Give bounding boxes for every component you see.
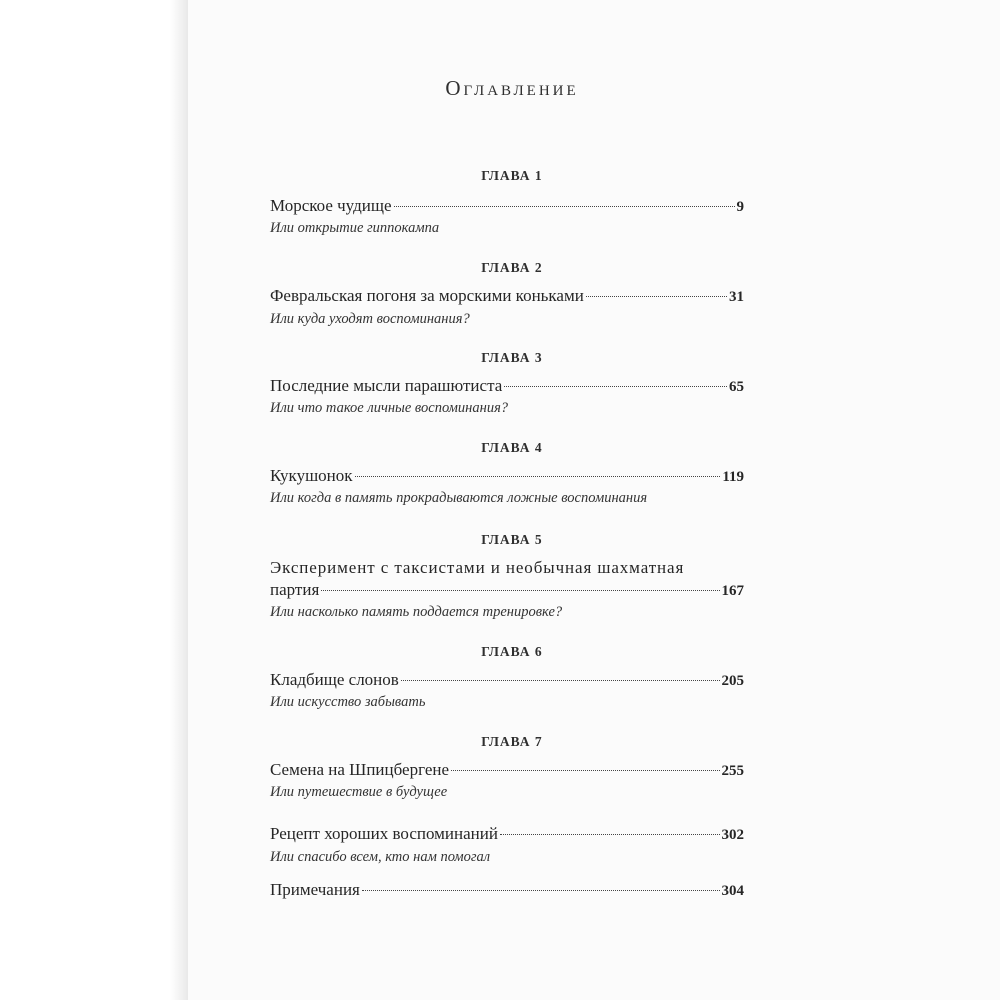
toc-entry-notes: [270, 880, 744, 900]
chapter-5-label: ГЛАВА 5: [481, 532, 543, 547]
entry-page-number: 9: [736, 199, 744, 215]
entry-page-number: 65: [729, 379, 744, 395]
dot-leader: [355, 476, 721, 477]
dot-leader: [362, 890, 720, 891]
chapter-3-label: ГЛАВА 3: [481, 350, 543, 365]
toc-entry-chapter-1: [270, 196, 744, 216]
entry-subtitle: Или куда уходят воспоминания?: [270, 311, 470, 327]
toc-entry-chapter-4: [270, 466, 744, 486]
dot-leader: [500, 834, 720, 835]
entry-title: Кладбище слонов: [270, 670, 399, 689]
entry-subtitle: Или путешествие в будущее: [270, 784, 448, 800]
toc-entry-chapter-3: [270, 376, 744, 396]
chapter-6-label: ГЛАВА 6: [481, 644, 543, 659]
dot-leader: [394, 206, 735, 207]
dot-leader: [586, 296, 727, 297]
entry-title: Морское чудище: [270, 196, 392, 215]
dot-leader: [321, 590, 719, 591]
toc-entry-chapter-7: [270, 760, 744, 780]
dot-leader: [504, 386, 727, 387]
entry-subtitle: Или насколько память поддается тренировке?: [270, 604, 563, 620]
entry-page-number: 304: [721, 883, 744, 899]
entry-page-number: 167: [721, 583, 744, 599]
dot-leader: [401, 680, 720, 681]
chapter-1-label: ГЛАВА 1: [481, 168, 543, 183]
chapter-7-label: ГЛАВА 7: [481, 734, 543, 749]
chapter-2-label: ГЛАВА 2: [481, 260, 543, 275]
entry-subtitle: Или открытие гиппокампа: [270, 220, 440, 236]
entry-page-number: 205: [721, 673, 744, 689]
toc-entry-recipe: [270, 824, 744, 844]
entry-title: Февральская погоня за морскими коньками: [270, 286, 584, 305]
entry-title: Последние мысли парашютиста: [270, 376, 503, 395]
entry-page-number: 31: [729, 289, 744, 305]
entry-subtitle: Или спасибо всем, кто нам помогал: [270, 849, 491, 865]
entry-page-number: 302: [721, 827, 744, 843]
entry-title: партия: [270, 580, 320, 599]
entry-subtitle: Или что такое личные воспоминания?: [270, 400, 509, 416]
entry-title-line-1: Эксперимент с таксистами и необычная шахматная: [270, 558, 685, 577]
toc-entry-chapter-2: [270, 286, 744, 306]
toc-title: Оглавление: [445, 76, 579, 100]
toc-entry-chapter-6: [270, 670, 744, 690]
entry-subtitle: Или искусство забывать: [270, 694, 426, 710]
dot-leader: [451, 770, 719, 771]
entry-page-number: 255: [721, 763, 744, 779]
entry-subtitle: Или когда в память прокрадываются ложные воспоминания: [270, 490, 648, 506]
entry-title: Рецепт хороших воспоминаний: [270, 824, 498, 843]
entry-page-number: 119: [722, 469, 744, 485]
entry-title: Примечания: [270, 880, 360, 899]
entry-title: Кукушонок: [270, 466, 353, 485]
toc-entry-chapter-5: [270, 580, 744, 600]
chapter-4-label: ГЛАВА 4: [481, 440, 543, 455]
entry-title: Семена на Шпицбергене: [270, 760, 450, 779]
